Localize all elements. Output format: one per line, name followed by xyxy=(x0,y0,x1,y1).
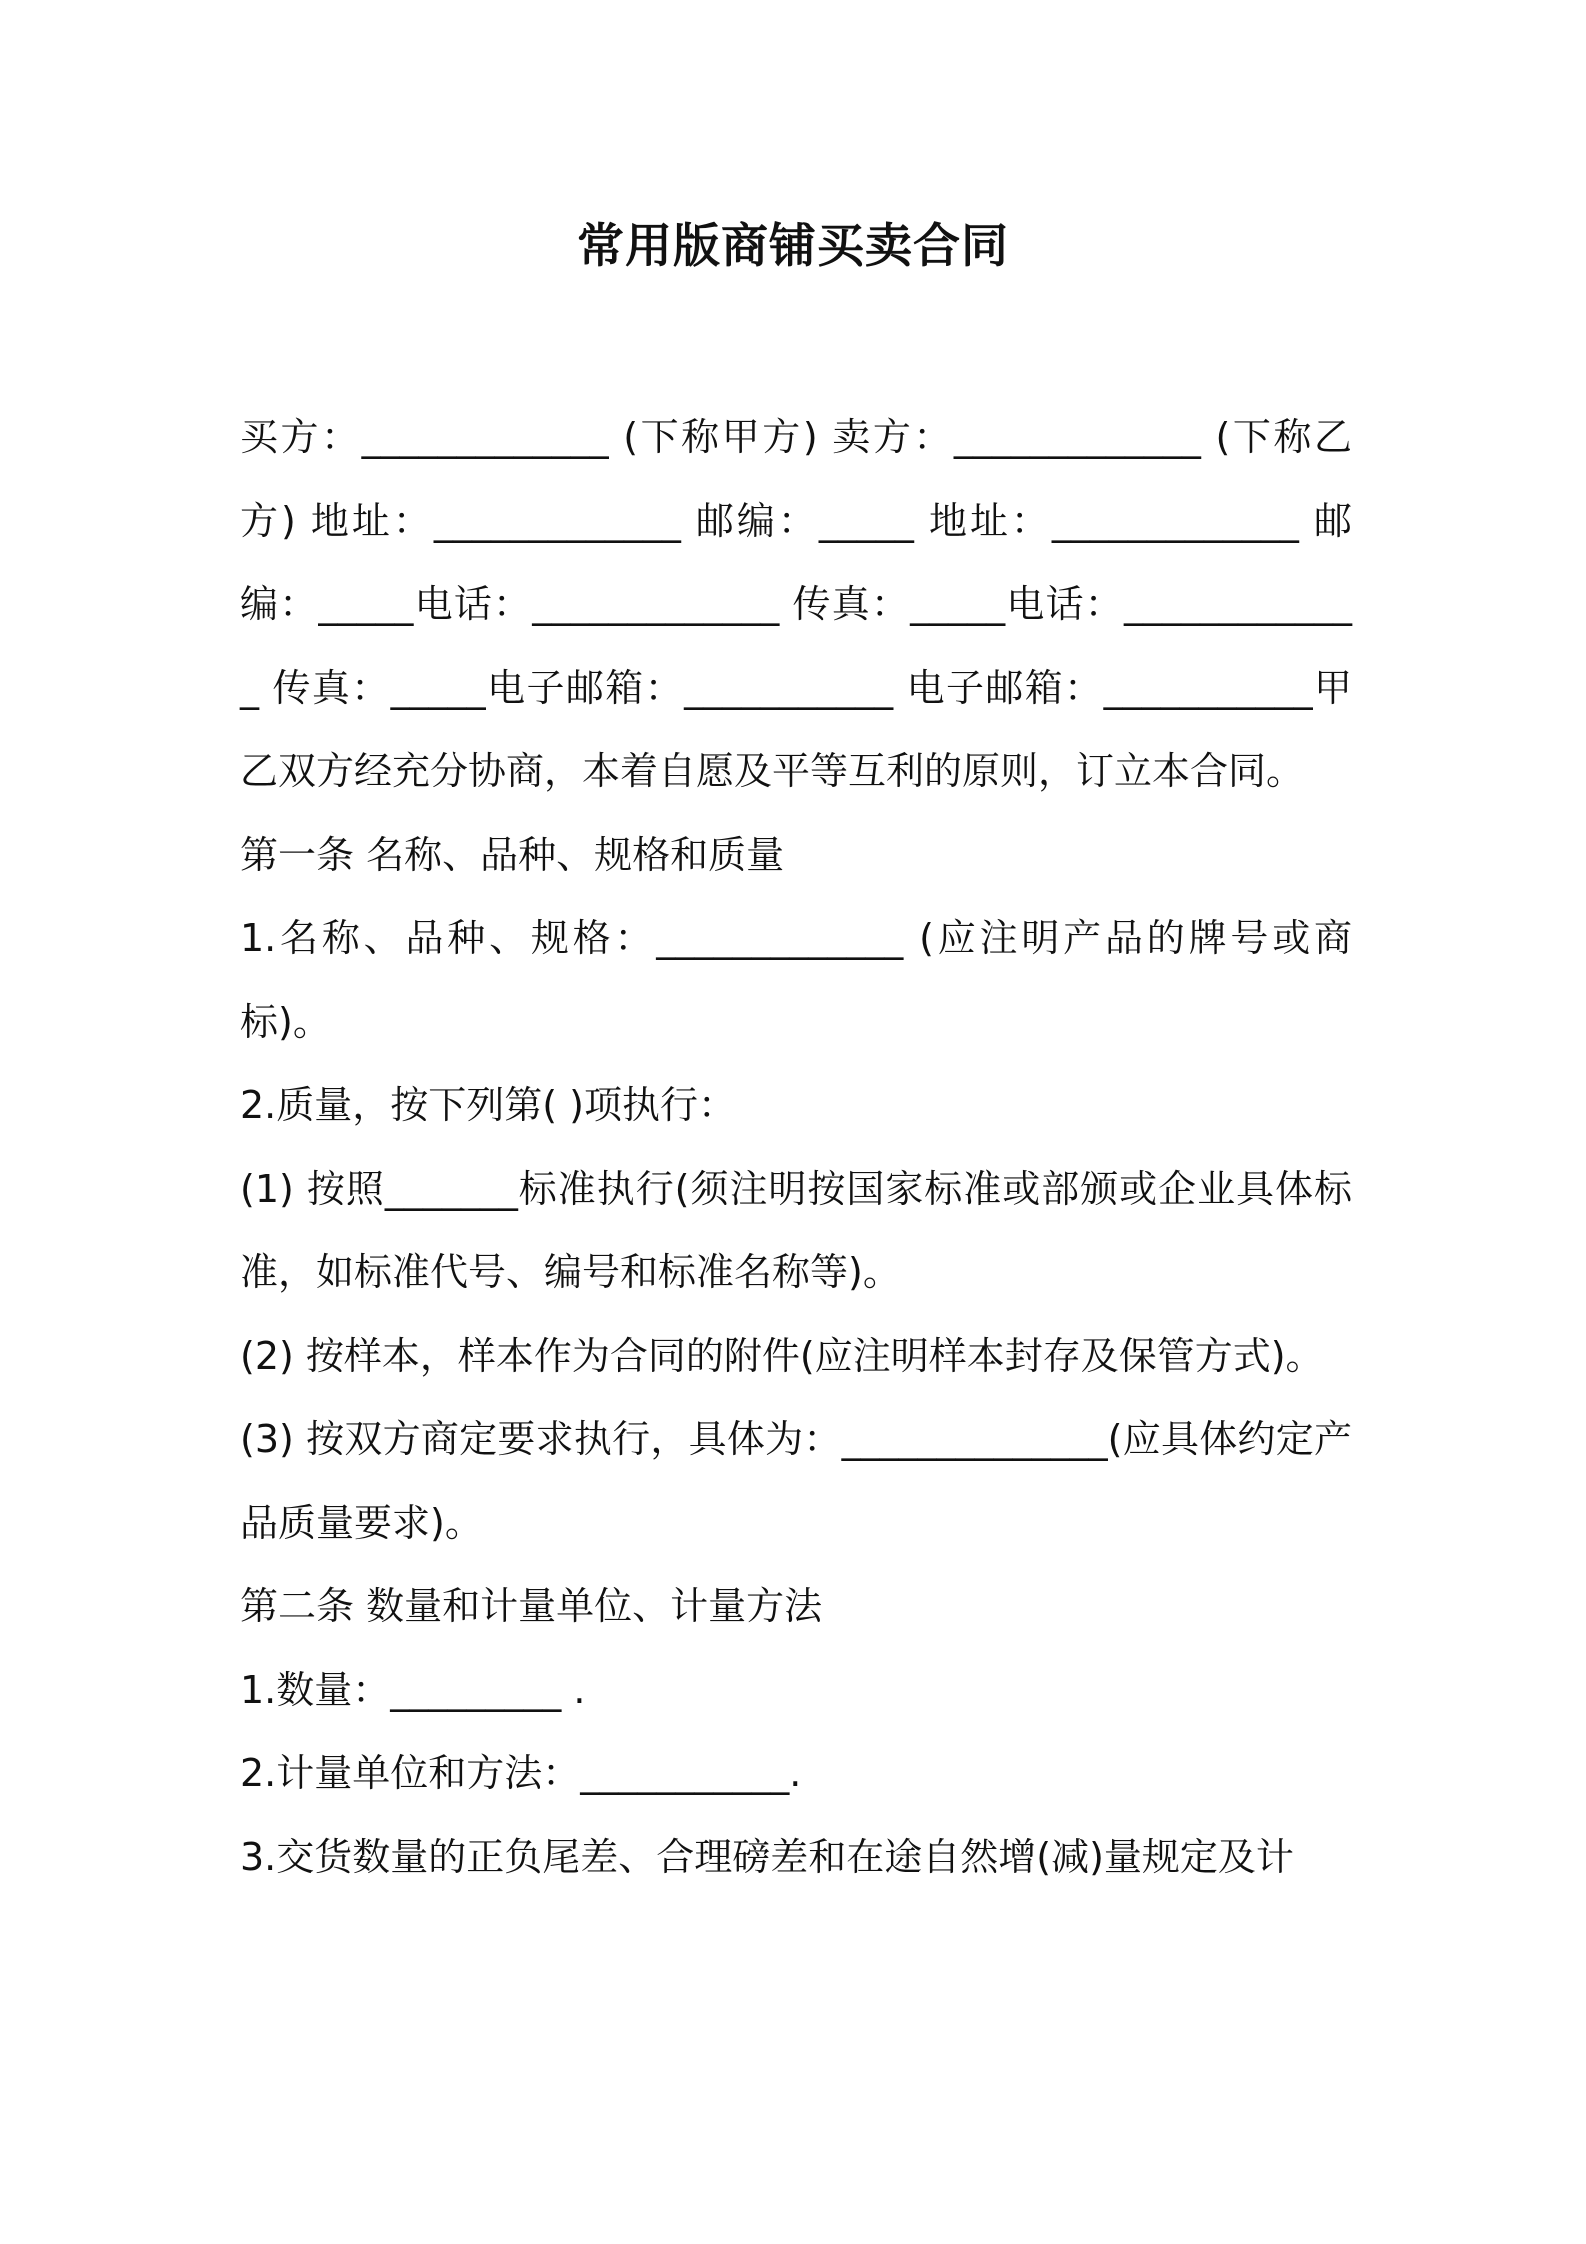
article-2-item-2: 2.计量单位和方法：___________. xyxy=(240,1751,802,1795)
article-2-item-3: 3.交货数量的正负尾差、合理磅差和在途自然增(减)量规定及计 xyxy=(240,1834,1294,1879)
document-body xyxy=(240,396,1352,1899)
article-1-heading: 第一条 名称、品种、规格和质量 xyxy=(240,832,785,877)
article-1-item-2: 2.质量，按下列第( )项执行： xyxy=(240,1083,736,1127)
quality-option-3: (3) 按双方商定要求执行，具体为：______________(应具体约定产品质量要求)。 xyxy=(240,1417,1352,1545)
article-2-item-1: 1.数量：_________ . xyxy=(240,1667,586,1712)
document-title: 常用版商铺买卖合同 xyxy=(577,219,1009,274)
quality-option-1: (1) 按照_______标准执行(须注明按国家标准或部颁或企业具体标准，如标准代号、编号和标准名称等)。 xyxy=(240,1166,1352,1294)
quality-option-2: (2) 按样本，样本作为合同的附件(应注明样本封存及保管方式)。 xyxy=(240,1333,1324,1378)
article-2-heading: 第二条 数量和计量单位、计量方法 xyxy=(240,1584,823,1628)
article-1-item-1: 1.名称、品种、规格：_____________ (应注明产品的牌号或商标)。 xyxy=(240,916,1352,1044)
parties-paragraph: 买方：_____________ (下称甲方) 卖方：_____________ (下称乙方) 地址：_____________ 邮编：_____ 地址：_____________ 邮编：_____电话：_____________ 传真：_____电话：_____________ 传真：_____电子邮箱：___________ 电子邮箱：___________甲乙双方经充分协商，本着自愿及平等互利的原则，订立本合同。 xyxy=(240,415,1352,793)
